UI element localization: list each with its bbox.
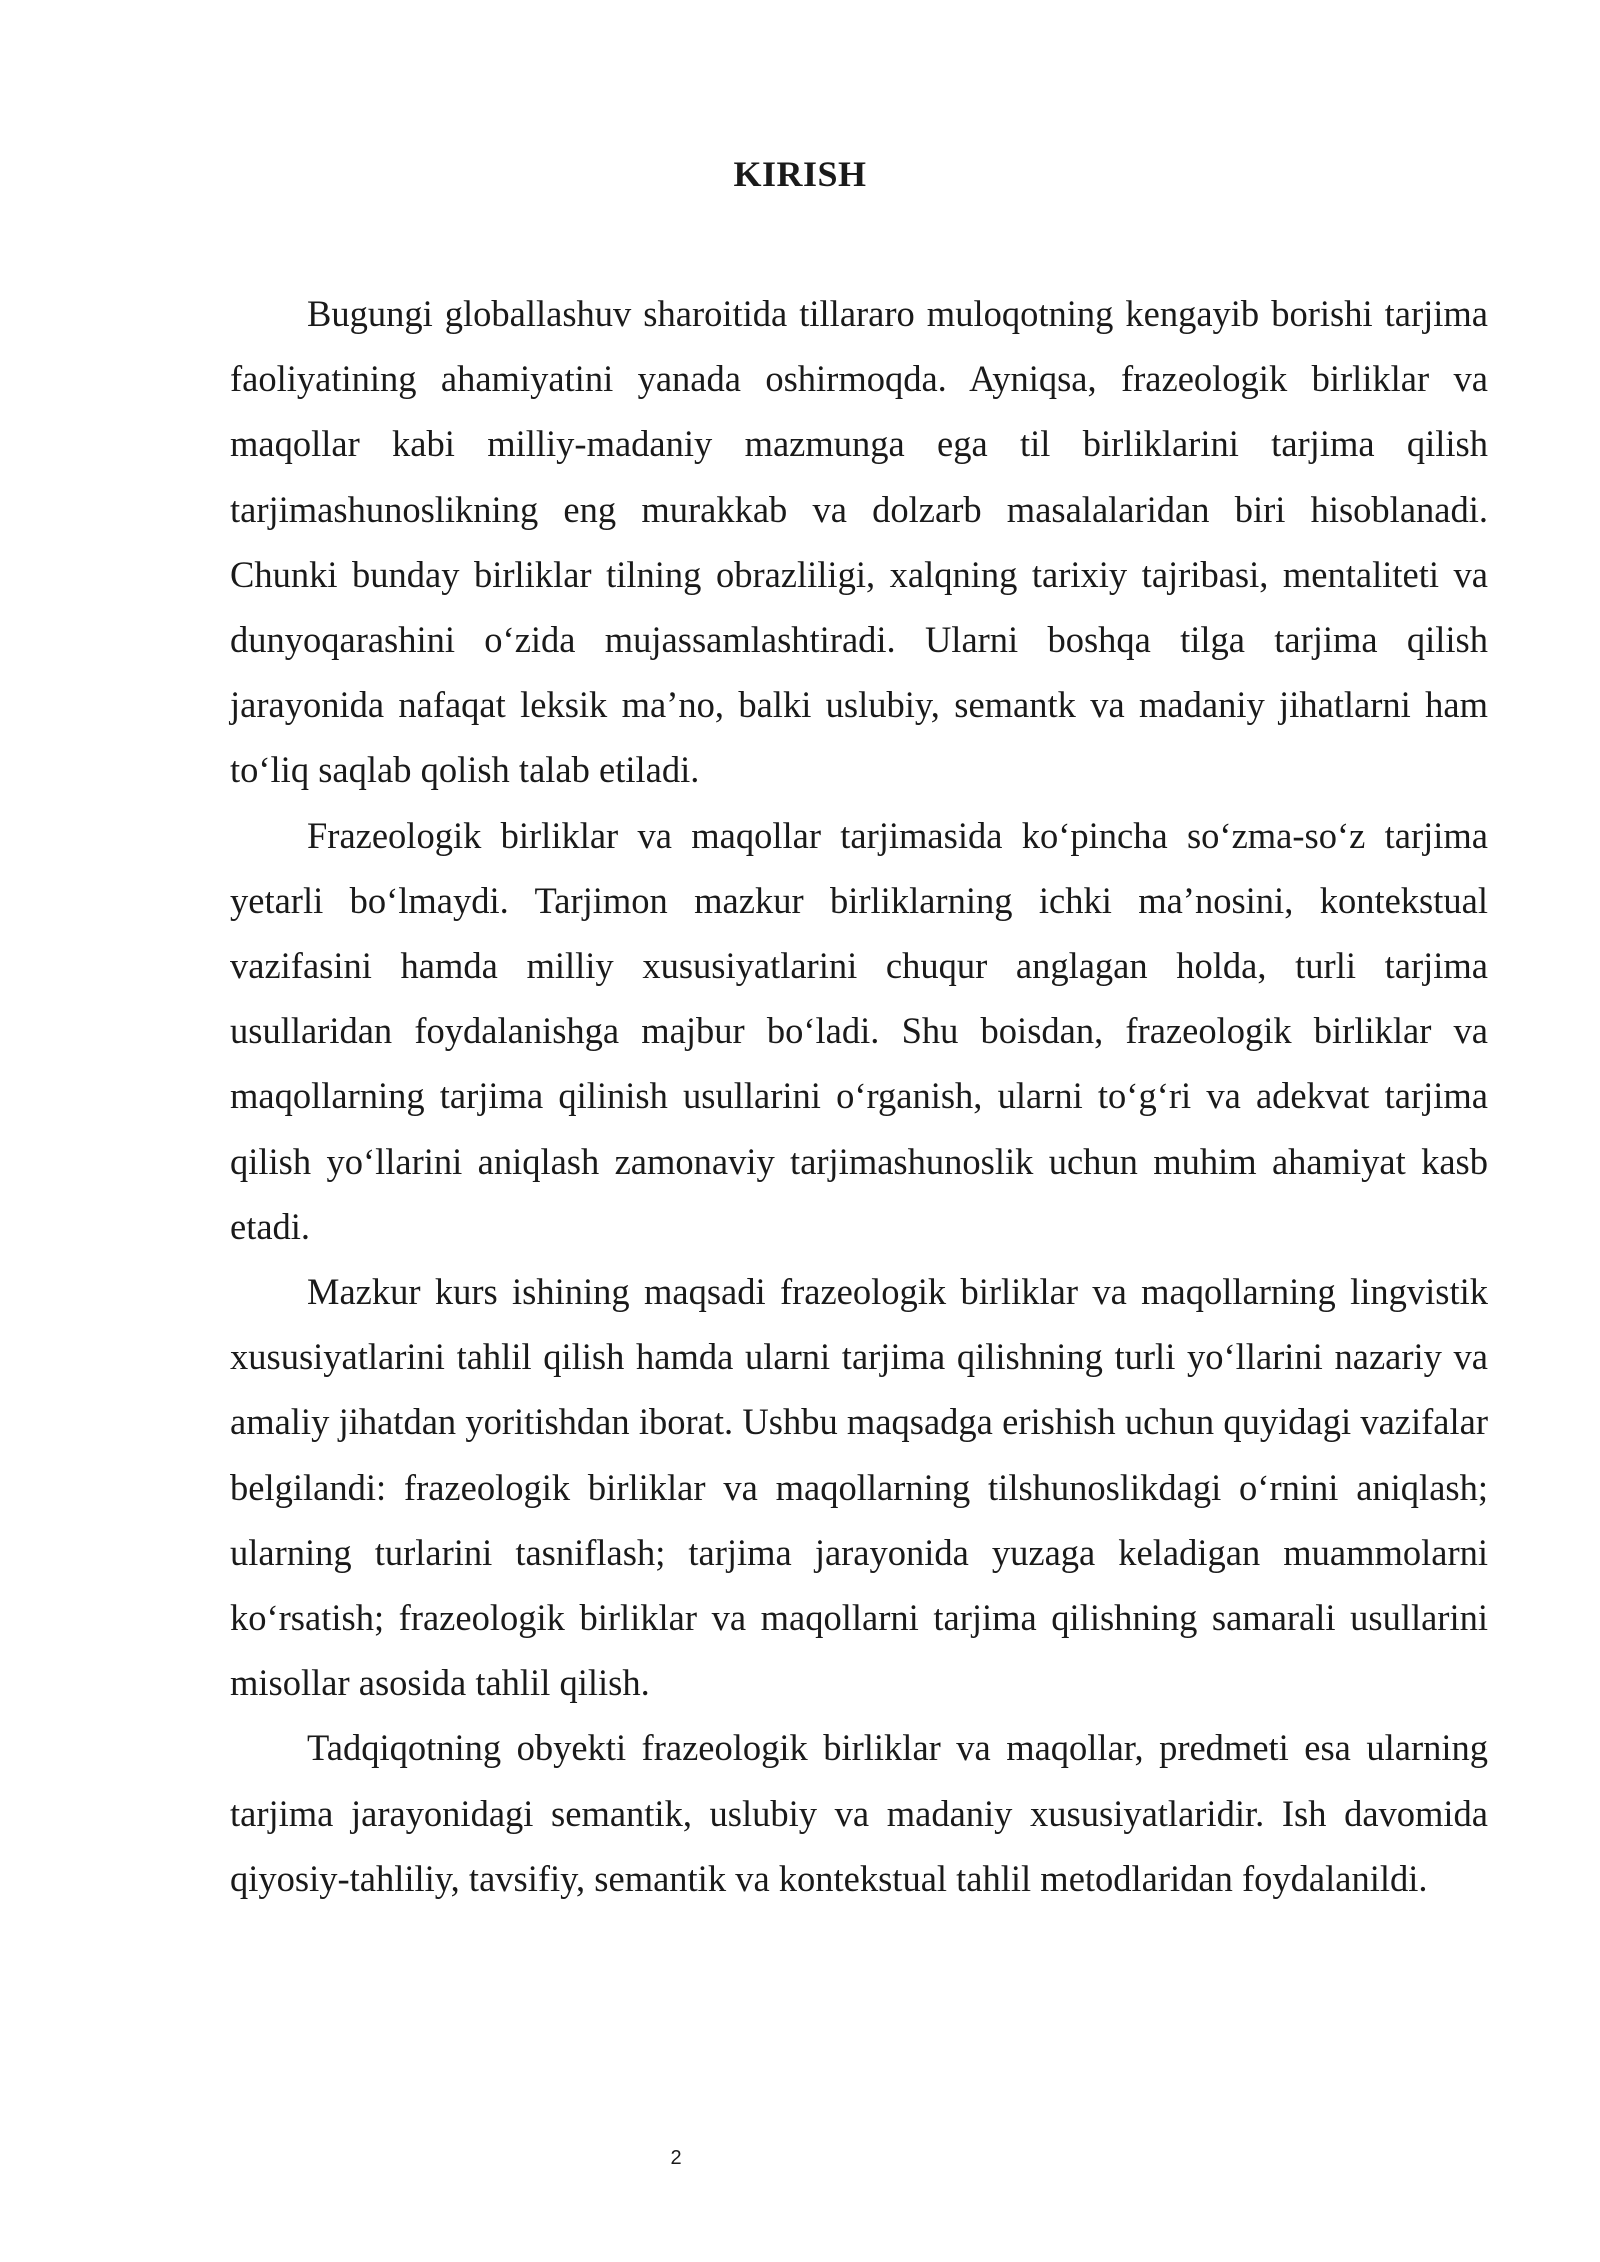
- paragraph-2: Frazeologik birliklar va maqollar tarjimasida ko‘pincha so‘zma-so‘z tarjima yetarli bo‘lmaydi. Tarjimon mazkur birliklarning ichki ma’nosini, kontekstual vazifasini hamda milliy xususiyatlarini chuqur anglagan holda, turli tarjima usullaridan foydalanishga majbur bo‘ladi. Shu boisdan, frazeologik birliklar va maqollarning tarjima qilinish usullarini o‘rganish, ularni to‘g‘ri va adekvat tarjima qilish yo‘llarini aniqlash zamonaviy tarjimashunoslik uchun muhim ahamiyat kasb etadi.: [230, 814, 1488, 1247]
- paragraph-3: Mazkur kurs ishining maqsadi frazeologik birliklar va maqollarning lingvistik xususiyatlarini tahlil qilish hamda ularni tarjima qilishning turli yo‘llarini nazariy va amaliy jihatdan yoritishdan iborat. Ushbu maqsadga erishish uchun quyidagi vazifalar belgilandi: frazeologik birliklar va maqollarning tilshunoslikdagi o‘rnini aniqlash; ularning turlarini tasniflash; tarjima jarayonida yuzaga keladigan muammolarni ko‘rsatish; frazeologik birliklar va maqollarni tarjima qilishning samarali usullarini misollar asosida tahlil qilish.: [230, 1271, 1488, 1704]
- page-number: 2: [670, 2147, 682, 2169]
- body-text: [230, 281, 1488, 1911]
- paragraph-4: Tadqiqotning obyekti frazeologik birliklar va maqollar, predmeti esa ularning tarjima jarayonidagi semantik, uslubiy va madaniy xususiyatlaridir. Ish davomida qiyosiy-tahliliy, tavsifiy, semantik va kontekstual tahlil metodlaridan foydalanildi.: [230, 1727, 1488, 1899]
- page-title: KIRISH: [733, 154, 867, 194]
- paragraph-1: Bugungi globallashuv sharoitida tillararo muloqotning kengayib borishi tarjima faoliyatining ahamiyatini yanada oshirmoqda. Ayniqsa, frazeologik birliklar va maqollar kabi milliy-madaniy mazmunga ega til birliklarini tarjima qilish tarjimashunoslikning eng murakkab va dolzarb masalalaridan biri hisoblanadi. Chunki bunday birliklar tilning obrazliligi, xalqning tarixiy tajribasi, mentaliteti va dunyoqarashini o‘zida mujassamlashtiradi. Ularni boshqa tilga tarjima qilish jarayonida nafaqat leksik ma’no, balki uslubiy, semantk va madaniy jihatlarni ham to‘liq saqlab qolish talab etiladi.: [230, 293, 1488, 791]
